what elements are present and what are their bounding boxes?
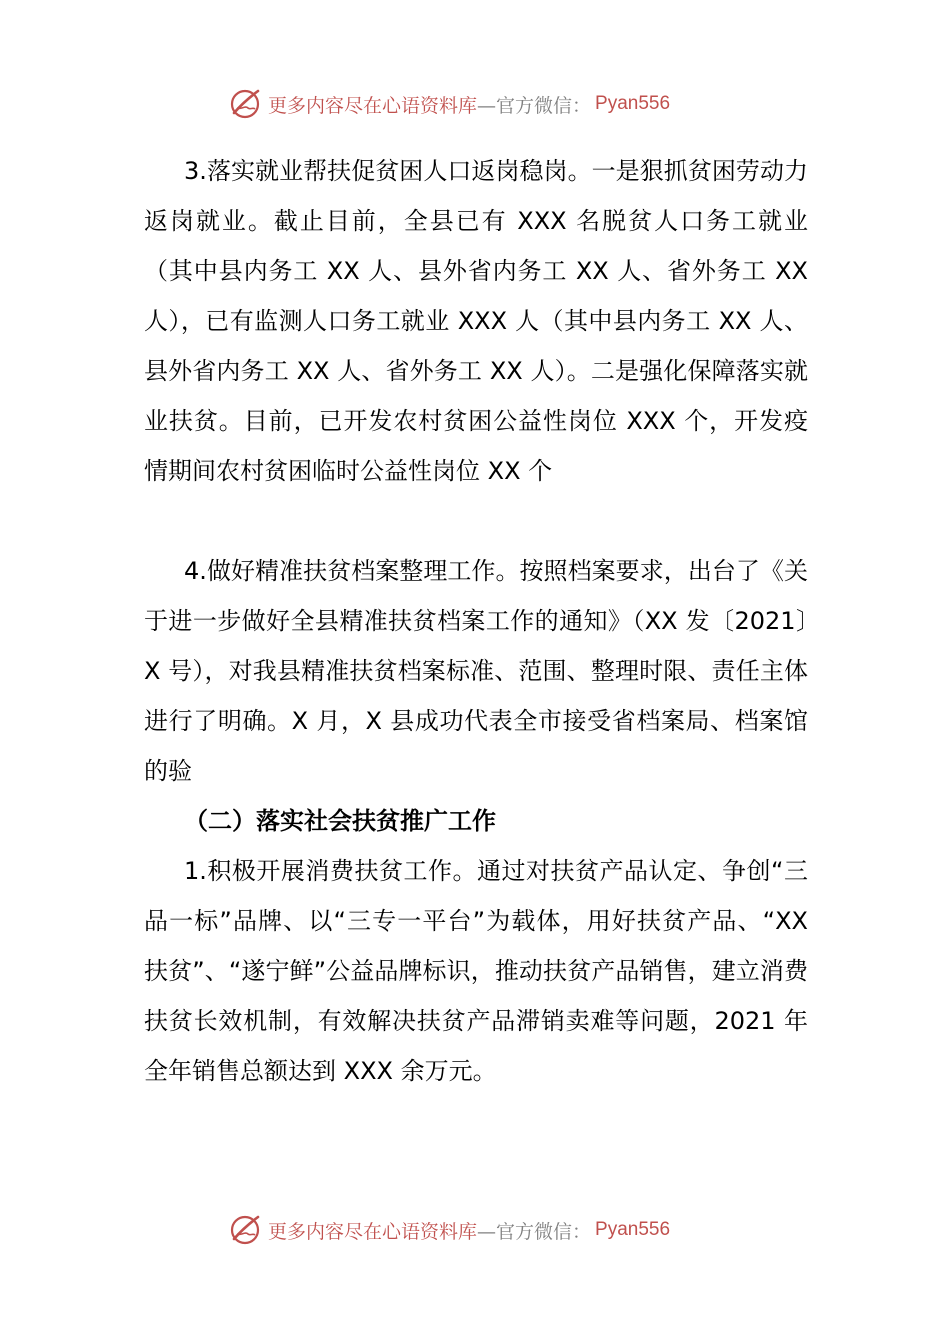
banner-sub-text: —官方微信：	[477, 94, 592, 117]
paragraph-consumption: 1.积极开展消费扶贫工作。通过对扶贫产品认定、争创“三品一标”品牌、以“三专一平台”为载体，用好扶贫产品、“XX 扶贫”、“遂宁鲜”公益品牌标识，推动扶贫产品销售，建立消费扶贫长效机制，有效解决扶贫产品滞销卖难等问题，2021 年全年销售总额达到 XXX 余万元。	[144, 857, 808, 1085]
banner-sub-text: —官方微信：	[477, 1220, 592, 1243]
pen-signature-logo-icon	[228, 1212, 264, 1248]
banner-main-text: 更多内容尽在心语资料库	[268, 94, 478, 117]
header-watermark-banner	[228, 84, 670, 124]
document-body	[144, 146, 808, 1096]
paragraph-archives: 4.做好精准扶贫档案整理工作。按照档案要求，出台了《关于进一步做好全县精准扶贫档案工作的通知》（XX 发〔2021〕X 号），对我县精准扶贫档案标准、范围、整理时限、责任主体进行了明确。X 月，X 县成功代表全市接受省档案局、档案馆的验	[144, 557, 808, 785]
banner-main-text: 更多内容尽在心语资料库	[268, 1220, 478, 1243]
pen-signature-logo-icon	[228, 86, 264, 122]
banner-wechat-id: Pyan556	[595, 93, 671, 114]
footer-watermark-banner	[228, 1210, 670, 1250]
paragraph-gap	[144, 496, 808, 546]
paragraph-employment: 3.落实就业帮扶促贫困人口返岗稳岗。一是狠抓贫困劳动力返岗就业。截止目前，全县已有 XXX 名脱贫人口务工就业（其中县内务工 XX 人、县外省内务工 XX 人、省外务工 XX 人），已有监测人口务工就业 XXX 人（其中县内务工 XX 人、县外省内务工 XX 人、省外务工 XX 人）。二是强化保障落实就业扶贫。目前，已开发农村贫困公益性岗位 XXX 个，开发疫情期间农村贫困临时公益性岗位 XX 个	[144, 157, 808, 485]
banner-wechat-id: Pyan556	[595, 1219, 671, 1240]
section-heading: （二）落实社会扶贫推广工作	[184, 807, 496, 835]
